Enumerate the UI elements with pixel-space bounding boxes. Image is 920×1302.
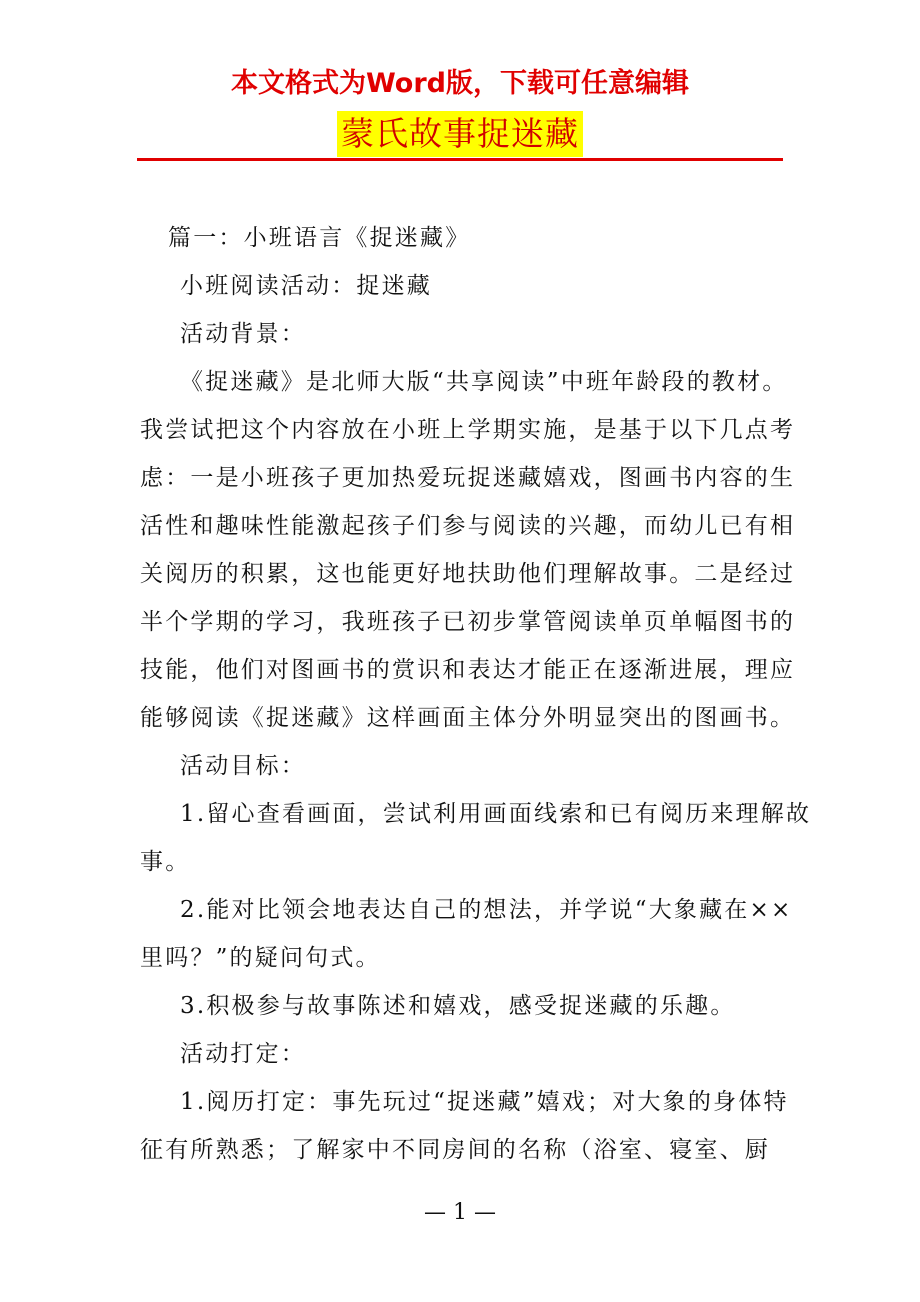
document-body: [140, 214, 812, 1174]
format-banner: 本文格式为Word版，下载可任意编辑: [230, 68, 689, 99]
paragraph-line: 关阅历的积累，这也能更好地扶助他们理解故事。二是经过: [140, 561, 796, 587]
background-heading: 活动背景：: [180, 321, 306, 347]
paragraph-line: 技能，他们对图画书的赏识和表达才能正在逐渐进展，理应: [140, 657, 796, 683]
document-title: 蒙氏故事捉迷藏: [337, 111, 583, 157]
preparation-heading: 活动打定：: [180, 1041, 306, 1067]
paragraph-line: 虑：一是小班孩子更加热爱玩捉迷藏嬉戏，图画书内容的生: [140, 465, 796, 491]
activity-name: 小班阅读活动：捉迷藏: [180, 273, 432, 299]
page-number: — 1 —: [424, 1200, 496, 1225]
paragraph-line: 能够阅读《捉迷藏》这样画面主体分外明显突出的图画书。: [140, 705, 796, 731]
goal-item-2-cont: 里吗？”的疑问句式。: [140, 945, 381, 971]
goals-heading: 活动目标：: [180, 753, 306, 779]
goal-item-1-cont: 事。: [140, 849, 191, 875]
paragraph-line: 半个学期的学习，我班孩子已初步掌管阅读单页单幅图书的: [140, 609, 796, 635]
paragraph-line: 活性和趣味性能激起孩子们参与阅读的兴趣，而幼儿已有相: [140, 513, 796, 539]
goal-item-1: 1.留心查看画面，尝试利用画面线索和已有阅历来理解故: [180, 801, 812, 827]
preparation-item-1: 1.阅历打定：事先玩过“捉迷藏”嬉戏；对大象的身体特: [180, 1089, 789, 1115]
goal-item-3: 3.积极参与故事陈述和嬉戏，感受捉迷藏的乐趣。: [180, 993, 736, 1019]
title-divider: [137, 158, 783, 161]
section-heading: 篇一：小班语言《捉迷藏》: [168, 225, 471, 251]
paragraph-line: 《捉迷藏》是北师大版“共享阅读”中班年龄段的教材。: [180, 369, 788, 395]
preparation-item-1-cont: 征有所熟悉；了解家中不同房间的名称（浴室、寝室、厨: [140, 1137, 770, 1163]
paragraph-line: 我尝试把这个内容放在小班上学期实施，是基于以下几点考: [140, 417, 796, 443]
goal-item-2: 2.能对比领会地表达自己的想法，并学说“大象藏在××: [180, 897, 793, 923]
title-wrapper: [0, 111, 920, 157]
